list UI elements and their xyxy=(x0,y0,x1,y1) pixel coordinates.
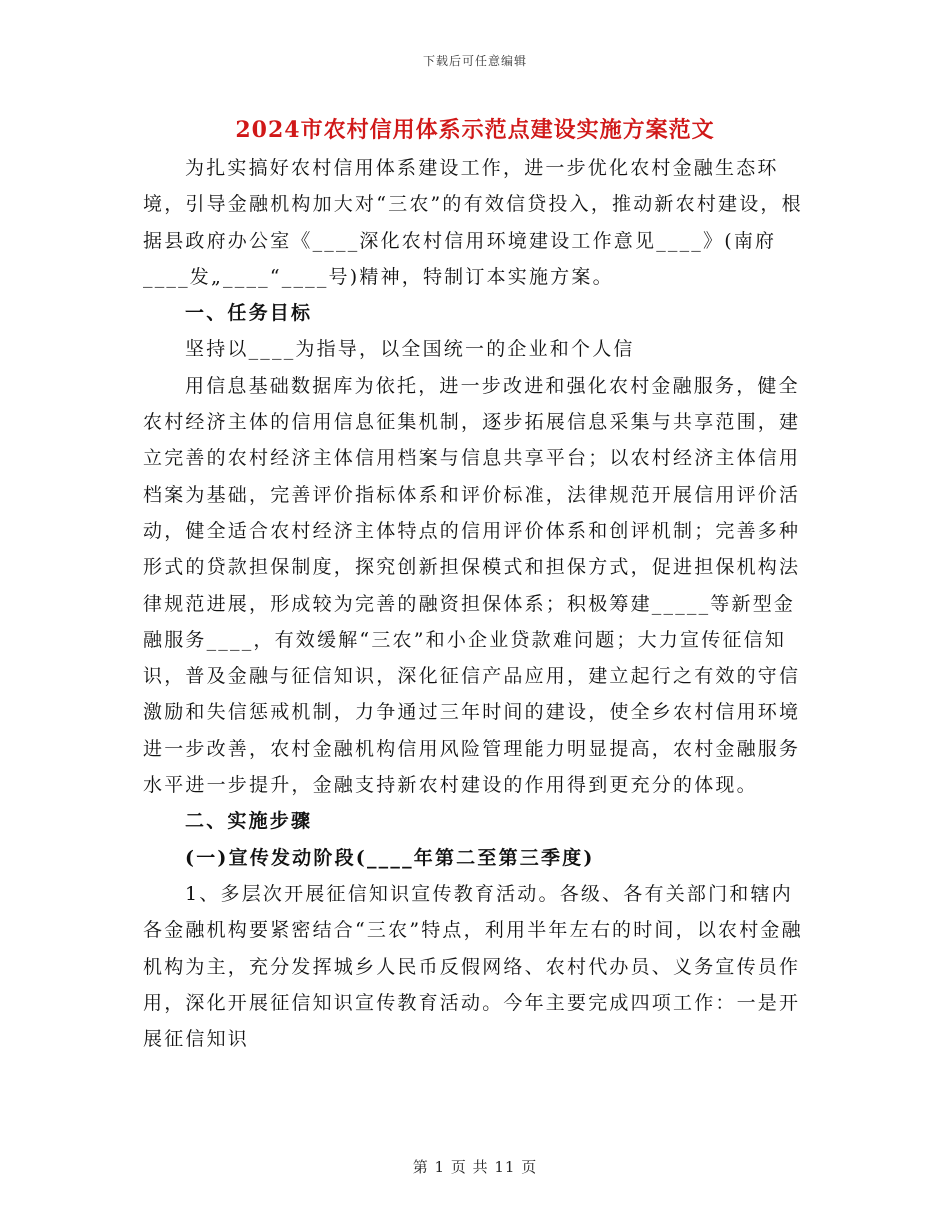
section-heading-goals: 一、任务目标 xyxy=(185,302,313,325)
header-note: 下载后可任意编辑 xyxy=(422,54,527,68)
document-body xyxy=(143,150,807,1057)
intro-paragraph: 为扎实搞好农村信用体系建设工作，进一步优化农村金融生态环境，引导金融机构加大对“三农”的有效信贷投入，推动新农村建设，根据县政府办公室《____深化农村信用环境建设工作意见____》(南府____发„____“____号)精神，特制订本实施方案。 xyxy=(143,157,803,288)
goals-paragraph: 用信息基础数据库为依托，进一步改进和强化农村金融服务，健全农村经济主体的信用信息征集机制，逐步拓展信息采集与共享范围，建立完善的农村经济主体信用档案与信息共享平台；以农村经济主体信用档案为基础，完善评价指标体系和评价标准，法律规范开展信用评价活动，健全适合农村经济主体特点的信用评价体系和创评机制；完善多种形式的贷款担保制度，探究创新担保模式和担保方式，促进担保机构法律规范进展，形成较为完善的融资担保体系；积极筹建_____等新型金融服务____，有效缓解“三农”和小企业贷款难问题；大力宣传征信知识，普及金融与征信知识，深化征信产品应用，建立起行之有效的守信激励和失信惩戒机制，力争通过三年时间的建设，使全乡农村信用环境进一步改善，农村金融机构信用风险管理能力明显提高，农村金融服务水平进一步提升，金融支持新农村建设的作用得到更充分的体现。 xyxy=(143,374,801,797)
section-heading-steps: 二、实施步骤 xyxy=(185,810,313,833)
goals-first-line: 坚持以____为指导，以全国统一的企业和个人信 xyxy=(185,338,635,361)
step-item-1: 1、多层次开展征信知识宣传教育活动。各级、各有关部门和辖内各金融机构要紧密结合“三农”特点，利用半年左右的时间，以农村金融机构为主，充分发挥城乡人民币反假网络、农村代办员、义务宣传员作用，深化开展征信知识宣传教育活动。今年主要完成四项工作：一是开展征信知识 xyxy=(143,882,803,1051)
subsection-heading-publicity: (一)宣传发动阶段(____年第二至第三季度) xyxy=(185,846,595,869)
page-footer: 第 1 页 共 11 页 xyxy=(412,1158,538,1176)
document-title: 2024市农村信用体系示范点建设实施方案范文 xyxy=(235,117,715,143)
